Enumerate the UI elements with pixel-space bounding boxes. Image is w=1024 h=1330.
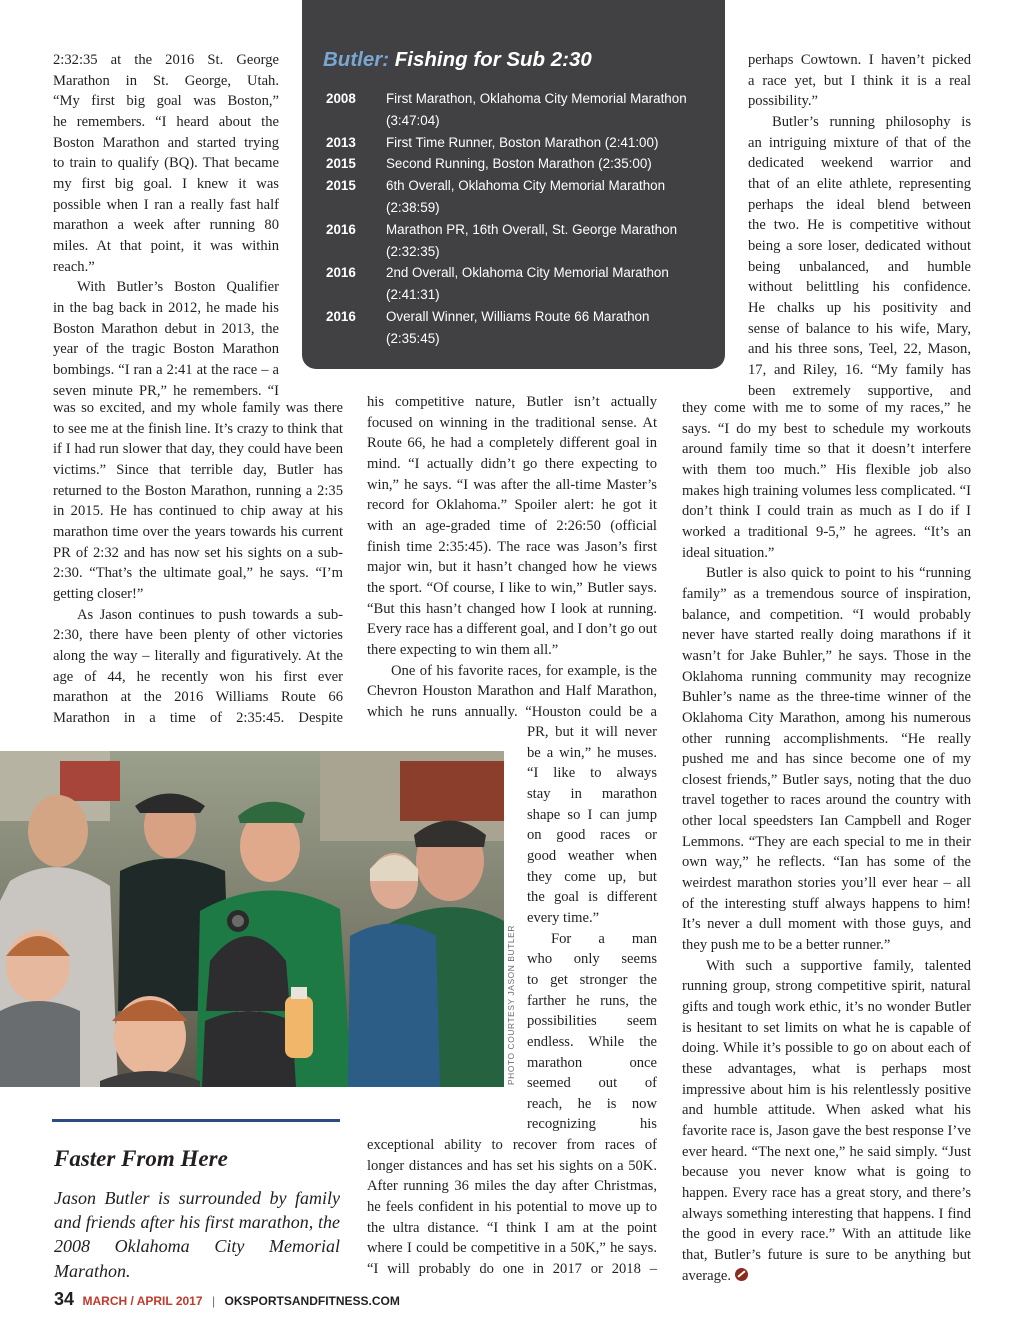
- timeline-title: [323, 48, 592, 72]
- footer-site: OKSPORTSANDFITNESS.COM: [224, 1294, 400, 1308]
- column-3-final-paragraph: With such a supportive family, talented running group, strong competitive spirit, natural gifts and tough work ethic, it’s no wonder Butler is hesitant to set limits on what he is capable of doing. While it’s possible to go on about each of these advantages, what is perhaps most impressive about him is his relentlessly positive and humble attitude. When asked what his favorite race is, Jason gave the best response I’ve ever heard. “The next one,” he said simply. “Just because you never know what is going to happen. Every race has a great story, and there’s always something interesting that happens. I find the good in every race.” With an attitude like that, Butler’s future is sure to be anything but average.: [682, 957, 971, 1284]
- column-2-narrow: PR, but it will never be a win,” he muses. “I like to always stay in marathon shape so I can jump on good races or good weather when they come up, but the goal is different every time.” For a man who only seems to get stronger the farther he runs, the possibilities seem endless. While the marathon once seemed out of reach, he is now recognizing his: [527, 724, 657, 1133]
- timeline-year: 2016: [326, 309, 356, 324]
- column-2-bottom: exceptional ability to recover from races of longer distances and has set his sights on a 50K. After running 36 miles the day after Christmas, he feels confident in his potential to move up to the ultra distance. “I think I am at the point where I could be competitive in a 50K,” he says. “I will probably do one in 2017 or 2018 –: [367, 1137, 657, 1277]
- timeline-year: 2016: [326, 265, 356, 280]
- timeline-event: 6th Overall, Oklahoma City Memorial Marathon (2:38:59): [386, 178, 666, 215]
- footer-separator: |: [211, 1294, 216, 1308]
- column-1-narrow: 2:32:35 at the 2016 St. George Marathon in St. George, Utah. “My first big goal was Boston,” he remembers. “I heard about the Boston Marathon and started trying to train to qualify (BQ). That became my first big goal. I knew it was possible when I ran a really fast half marathon a week after running 80 miles. At that point, it was within reach.” With Butler’s Boston Qualifier in the bag back in 2012, he made his Boston Marathon debut in 2013, the year of the tragic Boston Marathon bombings. “I ran a 2:41 at the race – a seven minute PR,” he remembers. “I: [53, 52, 279, 399]
- family-photo: [0, 751, 504, 1087]
- timeline-year: 2008: [326, 91, 356, 106]
- page-number: 34: [54, 1289, 75, 1309]
- timeline-year: 2015: [326, 178, 356, 193]
- timeline-event: Marathon PR, 16th Overall, St. George Marathon (2:32:35): [386, 222, 678, 259]
- column-2-top: his competitive nature, Butler isn’t actually focused on winning in the traditional sense. At Route 66, he had a completely different goal in mind. “I actually didn’t go there expecting to win,” he says. “I was after the all-time Master’s record for Oklahoma.” Spoiler alert: he got it with an age-graded time of 2:26:50 (official finish time 2:35:45). The race was Jason’s first major win, but it hasn’t changed how he views the sport. “Of course, I like to win,” Butler says. “But this hasn’t changed how I look at running. Every race has a different goal, and I don’t go out there expecting to win them all.” One of his favorite races, for example, is the Chevron Houston Marathon and Half Marathon, which he runs annually. “Houston could be a: [367, 394, 658, 720]
- caption-text: Jason Butler is surrounded by family and friends after his first marathon, the 2008 Oklahoma City Memorial Marathon.: [54, 1188, 340, 1281]
- family-photo-illustration: [0, 751, 504, 1087]
- timeline-event: Second Running, Boston Marathon (2:35:00): [386, 156, 652, 171]
- caption-divider: [52, 1119, 340, 1122]
- photo-credit: PHOTO COURTESY JASON BUTLER: [506, 924, 516, 1085]
- timeline-year: 2016: [326, 222, 356, 237]
- timeline-title-name: Butler:: [323, 48, 390, 71]
- timeline-year: 2013: [326, 135, 356, 150]
- timeline-event: First Marathon, Oklahoma City Memorial Marathon (3:47:04): [386, 91, 687, 128]
- timeline-title-rest: Fishing for Sub 2:30: [394, 48, 592, 71]
- issue-date: MARCH / APRIL 2017: [82, 1294, 203, 1308]
- caption-heading: Faster From Here: [54, 1146, 228, 1171]
- timeline-box: [302, 0, 725, 369]
- timeline-event: First Time Runner, Boston Marathon (2:41:00): [386, 135, 659, 150]
- column-1-wide: was so excited, and my whole family was there to see me at the finish line. It’s crazy to think that if I had run slower that day, they could have been victims.” Since that terrible day, Butler has returned to the Boston Marathon, running a 2:35 in 2015. He has continued to chip away at his marathon time over the years towards his current PR of 2:32 and has now set his sights on a sub-2:30. “That’s the ultimate goal,” he says. “I’m getting closer!” As Jason continues to push towards a sub-2:30, there have been plenty of other victories along the way – literally and figuratively. At the age of 44, he recently won his first ever marathon at the 2016 Williams Route 66 Marathon in a time of 2:35:45. Despite: [53, 400, 343, 726]
- column-3-narrow: perhaps Cowtown. I haven’t picked a race yet, but I think it is a real possibility.” Butler’s running philosophy is an intriguing mixture of that of the dedicated weekend warrior and that of an elite athlete, representing perhaps the ideal blend between the two. He is competitive without being a sore loser, dedicated without being unbalanced, and humble without belittling his confidence. He chalks up his positivity and sense of balance to his wife, Mary, and his three sons, Teel, 22, Mason, 17, and Riley, 16. “My family has been extremely supportive, and: [748, 52, 971, 399]
- end-mark-icon: [735, 1268, 748, 1281]
- timeline-event: Overall Winner, Williams Route 66 Marathon (2:35:45): [386, 309, 650, 346]
- column-3-wide: they come with me to some of my races,” he says. “I do my best to schedule my workouts around family time so that it doesn’t interfere with them too much.” His flexible job also makes high training volumes less complicated. “I don’t think I could train as much as I do if I worked a traditional 9-5,” he agrees. “It’s an ideal situation.” Butler is also quick to point to his “running family” as a tremendous source of inspiration, balance, and competition. “I would probably never have started really doing marathons if it wasn’t for Jake Buhler,” he says. Those in the Oklahoma running community may recognize Buhler’s name as the three-time winner of the Oklahoma City Marathon, among his numerous other running accomplishments. “He really pushed me and has since become one of my closest friends,” Butler says, noting that the duo travel together to races around the country with other local speedsters Ian Campbell and Roger Lemmons. “They are each special to me in their own way,” he reflects. “Ian has some of the weirdest marathon stories you’ll ever hear – all of the interesting stuff always happens to him! It’s never a dull moment with those guys, and they push me to be a better runner.” With such a supportive family, talented running group, strong competitive spirit, natural gifts and tough work ethic, it’s no wonder Butler is hesitant to set limits on what he is capable of doing. While it’s possible to go on about each of these advantages, what is perhaps most impressive about him is his relentlessly positive and humble attitude. When asked what his favorite race is, Jason gave the best response I’ve ever heard. “The next one,” he said simply. “Just because you never know what is going to happen. Every race has a great story, and there’s always something interesting that happens. I find the good in every race.” With an attitude like that, Butler’s future is sure to be anything but average.: [682, 398, 971, 1286]
- timeline-event: 2nd Overall, Oklahoma City Memorial Marathon (2:41:31): [386, 265, 669, 302]
- timeline-year: 2015: [326, 156, 356, 171]
- page-footer: [54, 1289, 400, 1310]
